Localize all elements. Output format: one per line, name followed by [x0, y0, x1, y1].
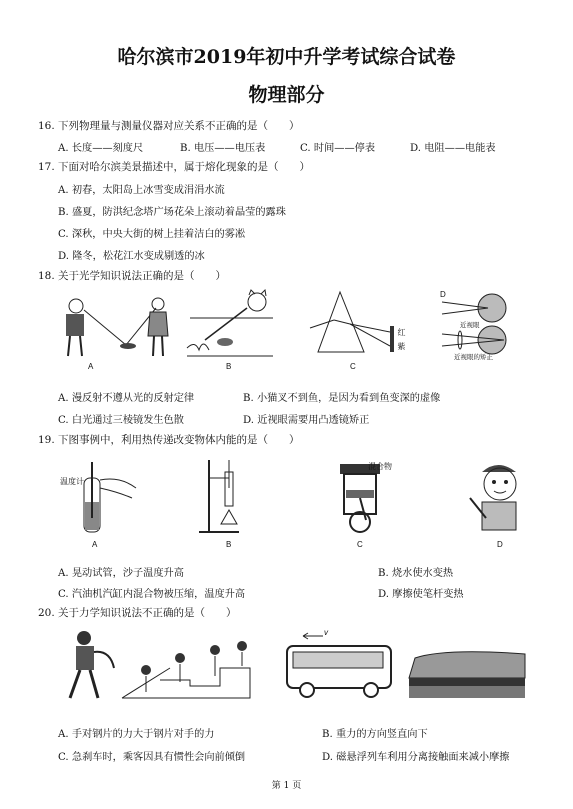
- q18-option-c: C. 白光通过三棱镜发生色散: [58, 415, 184, 426]
- q17-option-d: D. 隆冬，松花江水变成剔透的冰: [58, 251, 205, 262]
- page-number: 第 1 页: [271, 781, 302, 791]
- q17-option-a: A. 初春，太阳岛上冰雪变成涓涓水流: [58, 185, 225, 196]
- q18-option-d: D. 近视眼需要用凸透镜矫正: [243, 415, 370, 426]
- exam-subtitle: 物理部分: [248, 84, 325, 106]
- q19-figure-a-thermometer-label: 温度计: [60, 477, 84, 486]
- question-19-stem: 19. 下图事例中，利用热传递改变物体内能的是（ ）: [38, 434, 300, 446]
- q19-option-d: D. 摩擦使笔杆变热: [378, 589, 464, 600]
- q16-option-d: D. 电阻——电能表: [410, 143, 496, 154]
- q19-figure-b-label: B: [226, 540, 232, 549]
- q20-figure-c-velocity-label: v: [324, 628, 328, 637]
- q19-figure-b-heating: [195, 458, 255, 536]
- q18-option-b: B. 小猫叉不到鱼，是因为看到鱼变深的虚像: [243, 393, 441, 404]
- q16-option-a: A. 长度——刻度尺: [58, 143, 144, 154]
- q18-figure-d-correction-caption: 近视眼的矫正: [454, 354, 493, 361]
- q18-figure-c-red-label: 红: [397, 328, 406, 336]
- q18-figure-c-label: C: [350, 362, 356, 371]
- question-20-stem: 20. 关于力学知识说法不正确的是（ ）: [38, 607, 237, 619]
- q20-option-c: C. 急刹车时，乘客因具有惯性会向前倾倒: [58, 752, 246, 763]
- q19-figure-d-boy-pencil: [462, 458, 532, 536]
- q20-figure-b-gravity: [120, 628, 260, 700]
- question-17-stem: 17. 下面对哈尔滨美景描述中，属于熔化现象的是（ ）: [38, 161, 311, 173]
- q19-figure-c-label: C: [357, 540, 363, 549]
- q20-option-b: B. 重力的方向竖直向下: [322, 729, 428, 740]
- q17-option-b: B. 盛夏，防洪纪念塔广场花朵上滚动着晶莹的露珠: [58, 207, 286, 218]
- exam-title: 哈尔滨市2019年初中升学考试综合试卷: [117, 46, 456, 68]
- question-16-stem: 16. 下列物理量与测量仪器对应关系不正确的是（ ）: [38, 120, 300, 132]
- q16-option-c: C. 时间——停表: [300, 143, 376, 154]
- q19-figure-c-mixture-label: 混合物: [368, 462, 392, 471]
- q19-figure-d-label: D: [497, 540, 503, 549]
- q20-option-d: D. 磁悬浮列车利用分离接触面来减小摩擦: [322, 752, 510, 763]
- q20-figure-a-steel-strip: [62, 628, 122, 700]
- q20-option-a: A. 手对钢片的力大于钢片对手的力: [58, 729, 215, 740]
- q19-option-b: B. 烧水使水变热: [378, 568, 454, 579]
- q19-figure-a-test-tube: [60, 458, 140, 536]
- q18-figure-b-cat-fish: [185, 290, 275, 360]
- question-18-stem: 18. 关于光学知识说法正确的是（ ）: [38, 270, 227, 282]
- q20-figure-c-bus: [283, 628, 398, 700]
- q20-figure-d-maglev: [405, 628, 530, 700]
- q19-figure-a-label: A: [92, 540, 98, 549]
- q17-option-c: C. 深秋，中央大街的树上挂着洁白的雾凇: [58, 229, 246, 240]
- q18-figure-c-purple-label: 紫: [397, 342, 406, 350]
- q19-option-c: C. 汽油机汽缸内混合物被压缩，温度升高: [58, 589, 246, 600]
- q18-figure-b-label: B: [226, 362, 232, 371]
- q18-option-a: A. 漫反射不遵从光的反射定律: [58, 393, 195, 404]
- q19-option-a: A. 晃动试管，沙子温度升高: [58, 568, 184, 579]
- q18-figure-d-myopia: [440, 290, 520, 360]
- q18-figure-d-label: D: [440, 290, 446, 299]
- q18-figure-d-myopia-caption: 近视眼: [460, 322, 480, 329]
- q18-figure-a-label: A: [88, 362, 94, 371]
- q18-figure-a-diffuse-reflection: [58, 290, 173, 360]
- q16-option-b: B. 电压——电压表: [180, 143, 266, 154]
